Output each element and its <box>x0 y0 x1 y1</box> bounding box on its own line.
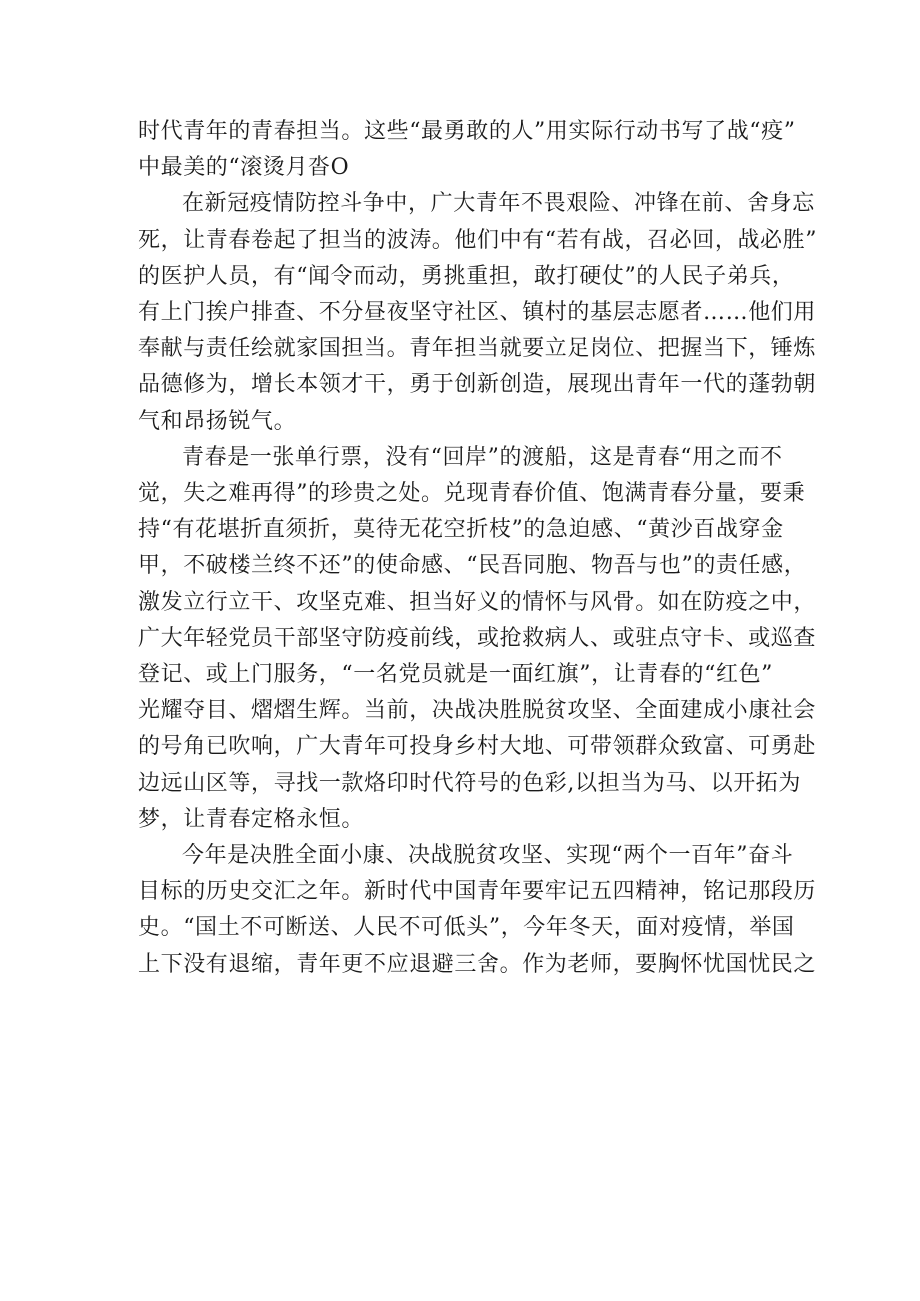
text-line: 觉，失之难再得”的珍贵之处。兑现青春价值、饱满青春分量，要秉 <box>138 481 806 507</box>
text-line: 死，让青春卷起了担当的波涛。他们中有“若有战，召必回，战必胜” <box>138 227 818 253</box>
text-line: 有上门挨户排查、不分昼夜坚守社区、镇村的基层志愿者……他们用 <box>138 300 817 326</box>
text-line: 甲，不破楼兰终不还”的使命感、“民吾同胞、物吾与也”的责任感， <box>138 553 807 579</box>
text-line: 史。“国土不可断送、人民不可低头”，今年冬天，面对疫情，举国 <box>138 915 795 941</box>
text-line: 登记、或上门服务，“一名党员就是一面红旗”，让青春的“红色” <box>138 662 773 688</box>
text-line: 中最美的“滚烫月沓O <box>138 155 350 181</box>
document-body <box>138 114 818 983</box>
paragraph-1 <box>138 114 796 186</box>
text-line: 时代青年的青春担当。这些“最勇敢的人”用实际行动书写了战“疫” <box>138 119 796 144</box>
paragraph-2 <box>138 186 818 439</box>
text-line: 光耀夺目、熠熠生辉。当前，决战决胜脱贫攻坚、全面建成小康社会 <box>138 698 817 724</box>
text-line: 梦，让青春定格永恒。 <box>138 806 365 832</box>
text-line: 在新冠疫情防控斗争中，广大青年不畏艰险、冲锋在前、舍身忘 <box>182 191 815 217</box>
text-line: 的医护人员，有“闻令而动，勇挑重担，敢打硬仗”的人民子弟兵， <box>138 263 795 289</box>
text-line: 青春是一张单行票，没有“回岸”的渡船，这是青春“用之而不 <box>182 444 783 470</box>
text-line: 目标的历史交汇之年。新时代中国青年要牢记五四精神，铭记那段历 <box>138 879 817 905</box>
paragraph-3 <box>138 440 817 838</box>
text-line: 上下没有退缩，青年更不应退避三舍。作为老师，要胸怀忧国忧民之 <box>138 951 817 977</box>
text-line: 气和昂扬锐气。 <box>138 408 297 434</box>
text-line: 今年是决胜全面小康、决战脱贫攻坚、实现“两个一百年”奋斗 <box>182 843 794 869</box>
text-line: 持“有花堪折直须折，莫待无花空折枝”的急迫感、“黄沙百战穿金 <box>138 517 784 543</box>
text-line: 品德修为，增长本领才干，勇于创新创造，展现出青年一代的蓬勃朝 <box>138 372 817 398</box>
text-line: 激发立行立干、攻坚克难、担当好义的情怀与风骨。如在防疫之中， <box>138 589 817 615</box>
text-line: 的号角已吹响，广大青年可投身乡村大地、可带领群众致富、可勇赴 <box>138 734 817 760</box>
text-line: 奉献与责任绘就家国担当。青年担当就要立足岗位、把握当下，锤炼 <box>138 336 817 362</box>
text-line: 广大年轻党员干部坚守防疫前线，或抢救病人、或驻点守卡、或巡查 <box>138 625 817 651</box>
paragraph-4 <box>138 838 817 983</box>
text-line: 边远山区等，寻找一款烙印时代符号的色彩,以担当为马、以开拓为 <box>138 770 801 796</box>
